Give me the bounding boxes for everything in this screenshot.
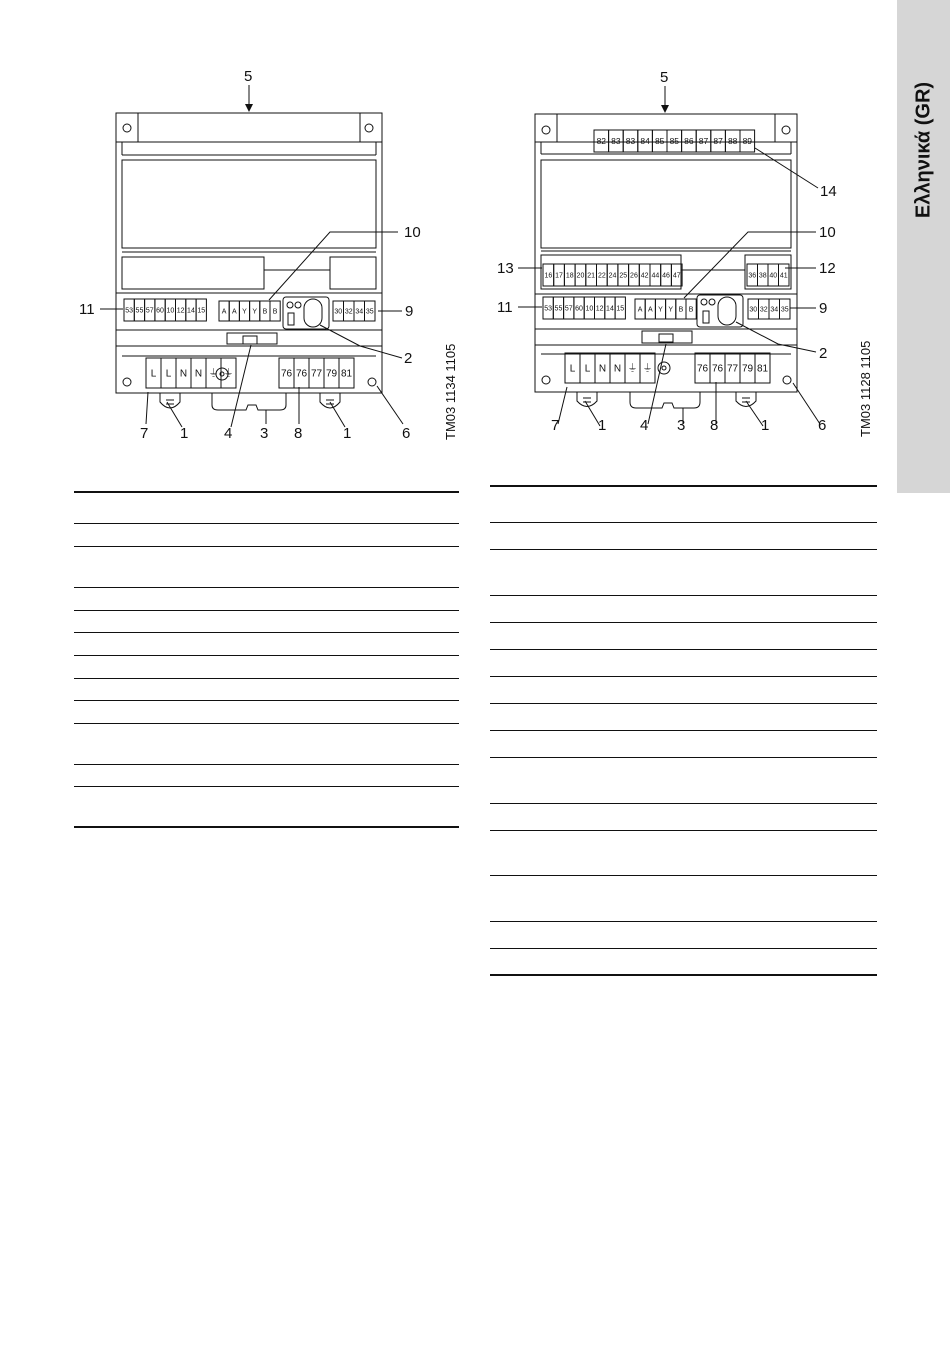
terminal-label: 88 <box>727 136 738 147</box>
terminal-label: Y <box>668 306 674 314</box>
terminal-label: N <box>598 363 607 375</box>
callout-7: 7 <box>140 425 149 442</box>
terminal-label: 81 <box>756 363 769 375</box>
callout-1b: 1 <box>761 417 770 434</box>
terminal-label: 12 <box>176 307 185 315</box>
terminal-label: 14 <box>606 305 614 313</box>
terminal-label: 32 <box>344 308 353 316</box>
terminal-label: 79 <box>325 368 338 380</box>
left-legend-table <box>74 490 459 830</box>
terminal-label: A <box>221 308 227 316</box>
terminal-label: 57 <box>564 305 573 313</box>
language-tab-label: Ελληνικά (GR) <box>912 81 934 219</box>
terminal-label: 87 <box>713 136 723 147</box>
terminal-strip-9 <box>333 301 375 321</box>
terminal-label: 10 <box>585 305 594 313</box>
terminal-label: 35 <box>365 308 374 316</box>
terminal-label: 57 <box>145 307 154 315</box>
terminal-label: B <box>262 308 268 316</box>
terminal-label: Y <box>658 306 663 314</box>
terminal-label: 36 <box>748 272 757 280</box>
callout-1a: 1 <box>180 425 189 442</box>
figure-code: TM03 1134 1105 <box>443 343 458 440</box>
callout-11: 11 <box>497 299 513 316</box>
terminal-label: ⏚ <box>627 363 638 375</box>
callout-5: 5 <box>244 68 253 85</box>
terminal-label: 10 <box>166 307 175 315</box>
terminal-label: 77 <box>726 363 739 375</box>
terminal-label: L <box>584 363 591 375</box>
terminal-label: 38 <box>758 272 767 280</box>
callout-1a: 1 <box>598 417 607 434</box>
terminal-label: 84 <box>640 136 650 147</box>
terminal-label: 32 <box>759 306 768 314</box>
right-legend-table <box>490 484 877 979</box>
terminal-label: 24 <box>608 272 617 280</box>
terminal-label: 55 <box>135 307 144 315</box>
language-tab <box>897 0 950 493</box>
callout-12: 12 <box>819 260 836 277</box>
terminal-label: L <box>165 368 172 380</box>
terminal-label: 53 <box>544 305 553 313</box>
terminal-label: 60 <box>156 307 164 315</box>
terminal-strip-8 <box>695 353 770 383</box>
terminal-label: 44 <box>651 272 660 280</box>
terminal-strip-13 <box>543 264 682 286</box>
terminal-strip-14 <box>594 130 755 152</box>
terminal-label: 83 <box>625 136 636 147</box>
terminal-label: 15 <box>197 307 206 315</box>
left-terminal-diagram <box>0 0 470 460</box>
terminal-label: 18 <box>565 272 574 280</box>
terminal-strip-11 <box>124 299 206 321</box>
terminal-label: 82 <box>596 136 607 147</box>
terminal-label: B <box>688 306 694 314</box>
terminal-label: 34 <box>770 306 779 314</box>
power-terminals <box>565 353 655 383</box>
terminal-label: 83 <box>611 136 621 147</box>
terminal-label: 81 <box>340 368 353 380</box>
terminal-label: 21 <box>587 272 596 280</box>
terminal-label: 87 <box>698 136 709 147</box>
terminal-label: 12 <box>595 305 604 313</box>
right-terminal-diagram <box>470 0 895 460</box>
callout-4: 4 <box>224 425 233 442</box>
callout-10: 10 <box>819 224 836 241</box>
terminal-label: ⏚ <box>208 368 219 380</box>
terminal-label: B <box>272 308 278 316</box>
callout-5: 5 <box>660 69 669 86</box>
terminal-label: L <box>150 368 157 380</box>
callout-6: 6 <box>402 425 411 442</box>
terminal-label: 14 <box>187 307 195 315</box>
terminal-label: 26 <box>630 272 638 280</box>
terminal-label: 85 <box>669 136 680 147</box>
terminal-strip-8 <box>279 358 354 388</box>
callout-2: 2 <box>819 345 828 362</box>
terminal-label: 22 <box>597 272 606 280</box>
callout-7: 7 <box>551 417 560 434</box>
callout-4: 4 <box>640 417 649 434</box>
callout-2: 2 <box>404 350 413 367</box>
callout-9: 9 <box>405 303 414 320</box>
terminal-label: 47 <box>672 272 681 280</box>
callout-8: 8 <box>294 425 303 442</box>
figure-code: TM03 1128 1105 <box>858 340 873 437</box>
terminal-label: 79 <box>741 363 754 375</box>
callout-1b: 1 <box>343 425 352 442</box>
terminal-label: A <box>637 306 643 314</box>
terminal-label: 76 <box>280 368 293 380</box>
terminal-strip-10 <box>219 301 280 321</box>
terminal-label: 76 <box>696 363 709 375</box>
terminal-label: 86 <box>684 136 694 147</box>
terminal-label: 42 <box>640 272 649 280</box>
callout-3: 3 <box>260 425 269 442</box>
terminal-label: 41 <box>779 272 788 280</box>
callout-6: 6 <box>818 417 827 434</box>
terminal-label: 76 <box>295 368 308 380</box>
terminal-label: N <box>179 368 188 380</box>
terminal-label: 53 <box>125 307 134 315</box>
terminal-label: 15 <box>616 305 625 313</box>
callout-13: 13 <box>497 260 514 277</box>
terminal-label: 89 <box>742 136 753 147</box>
terminal-label: 17 <box>555 272 563 280</box>
terminal-strip-11 <box>543 297 625 319</box>
terminal-label: B <box>678 306 684 314</box>
callout-9: 9 <box>819 300 828 317</box>
terminal-strip-9 <box>748 299 790 319</box>
terminal-label: 30 <box>334 308 343 316</box>
terminal-label: L <box>569 363 576 375</box>
terminal-label: 20 <box>576 272 585 280</box>
terminal-label: 40 <box>769 272 778 280</box>
terminal-label: ⏚ <box>642 363 653 375</box>
terminal-label: A <box>231 308 237 316</box>
terminal-label: 55 <box>554 305 563 313</box>
terminal-strip-12 <box>747 264 789 286</box>
terminal-label: N <box>194 368 203 380</box>
callout-3: 3 <box>677 417 686 434</box>
callout-10: 10 <box>404 224 421 241</box>
terminal-label: 16 <box>544 272 553 280</box>
callout-8: 8 <box>710 417 719 434</box>
terminal-label: Y <box>242 308 247 316</box>
terminal-label: 30 <box>749 306 758 314</box>
terminal-label: 85 <box>654 136 665 147</box>
terminal-label: A <box>647 306 653 314</box>
terminal-label: 77 <box>310 368 323 380</box>
terminal-label: 34 <box>355 308 364 316</box>
power-terminals <box>146 358 236 388</box>
terminal-label: N <box>613 363 622 375</box>
terminal-label: 46 <box>662 272 670 280</box>
terminal-label: 35 <box>780 306 789 314</box>
terminal-strip-10 <box>635 299 696 319</box>
terminal-label: ⏚ <box>223 368 234 380</box>
callout-11: 11 <box>79 301 95 318</box>
terminal-label: 25 <box>619 272 628 280</box>
terminal-label: 60 <box>575 305 583 313</box>
terminal-label: 76 <box>711 363 724 375</box>
terminal-label: Y <box>252 308 258 316</box>
callout-14: 14 <box>820 183 837 200</box>
